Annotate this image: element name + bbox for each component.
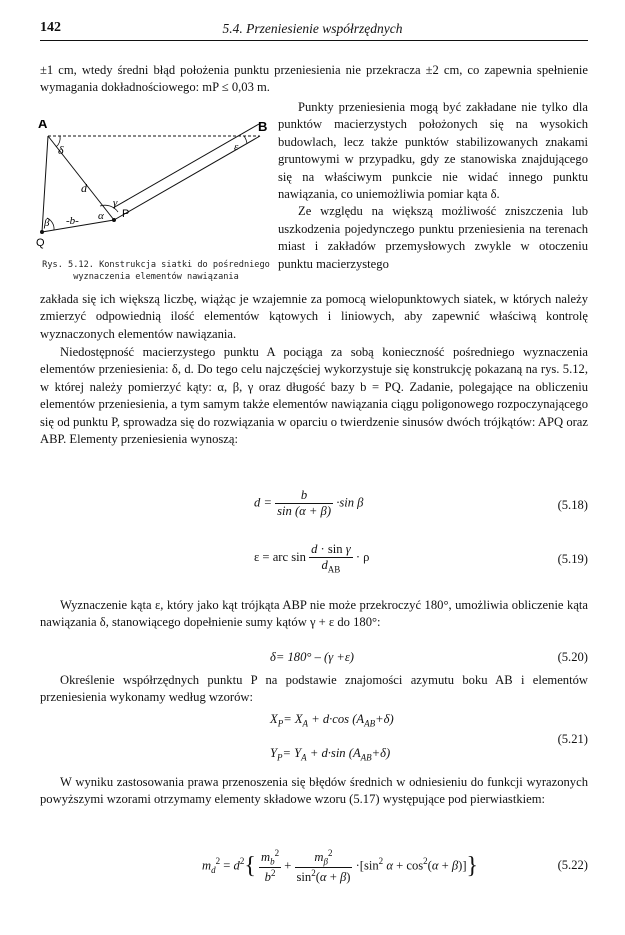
- paragraph-6: Określenie współrzędnych punktu P na podstawie znajomości azymutu boku AB i elementów przeniesienia wykonamy według wzorów:: [40, 673, 588, 705]
- eq-number-5-22: (5.22): [557, 858, 588, 872]
- section-title: 5.4. Przeniesienie współrzędnych: [222, 21, 403, 36]
- equation-5-21: $X_P= X_A + d\cdot\cos$ $(A_{AB}+\delta)$ $Y_P= Y_A + d\cdot\sin$ $(A_{AB}+\delta)$ (5.21): [270, 712, 588, 763]
- equation-5-18: d = $\frac{b}{\sin (\alpha + \beta)}$ ·sin β (5.18): [254, 488, 588, 518]
- paragraph-3-start: Ze względu na większą możliwość zniszczenia lub uszkodzenia pojedynczego punktu przeniesienia na terenach miast i zakładów przemysłowych zwykle w otoczeniu punktu macierzystego: [278, 204, 588, 271]
- paragraph-7: W wyniku zastosowania prawa przenoszenia się błędów średnich w odniesieniu do funkcji wyrazonych powyższymi wzorami otrzymamy elementy składowe wzoru (5.17) występujące pod pierwiastkiem:: [40, 775, 588, 807]
- beta-label: β: [44, 217, 50, 229]
- b-label: -b-: [66, 215, 79, 227]
- point-p-label: P: [122, 208, 130, 220]
- epsilon-label: ε: [234, 141, 239, 153]
- paragraph-1: ±1 cm, wtedy średni błąd położenia punktu przeniesienia nie przekracza ±2 cm, co zapewnia spełnienie wymagania dokładnościowego: mP ≤ 0,03 m.: [40, 63, 588, 95]
- eq-number-5-21: (5.21): [557, 732, 588, 746]
- gamma-label: γ: [113, 197, 118, 209]
- line-pb-aux: [113, 124, 259, 208]
- figure-caption: Rys. 5.12. Konstrukcja siatki do pośredniego wyznaczenia elementów nawiązania: [42, 260, 270, 282]
- header-rule: [40, 40, 588, 41]
- point-b-label: B: [258, 120, 268, 134]
- paragraph-4: Niedostępność macierzystego punktu A pociąga za sobą konieczność pośredniego wyznaczenia elementów przeniesienia: δ, d. Do tego celu najczęściej wykorzystuje się konstrukcję pokazaną na rys. 5.12, w której należy pomierzyć kąty: α, β, γ oraz długość bazy b = PQ. Zadanie, polegające na obliczeniu elementów przeniesienia, a tym samym także elementów nawiązania ciągu poligonowego rozpoczynającego się od punktu P, sprowadza się do rozwiązania w oparciu o twierdzenie sinusów dwóch trójkątów: APQ oraz ABP. Elementy przeniesienia wynoszą:: [40, 345, 588, 447]
- delta-label: δ: [58, 143, 64, 157]
- alpha-label: α: [98, 210, 104, 222]
- paragraph-5: Wyznaczenie kąta ε, który jako kąt trójkąta ABP nie może przekroczyć 180°, umożliwia obliczenie kąta nawiązania δ, stanowiącego dopełnienie sumy kątów γ + ε do 180°:: [40, 598, 588, 630]
- point-q-label: Q: [36, 237, 45, 249]
- paragraph-3-cont: zakłada się ich większą liczbę, wiążąc je wzajemnie za pomocą wielopunktowych siatek, w których należy zmierzyć odpowiednią ilość elementów kątowych i liniowych, aby zapewnić właściwą kontrolę wyznaczonych elementów nawiązania.: [40, 292, 588, 341]
- figure-5-12: [34, 120, 278, 254]
- d-label: d: [81, 181, 87, 195]
- equation-5-22: $m_d^2 = d^2${ $\frac{m_b^2}{b^2}$ + $\frac{m_\beta^2}{\sin^2(\alpha + \beta)}$ $\cdot[\sin^2$ $\alpha + \cos^2(\alpha + \beta)$]} (5.22): [202, 848, 588, 884]
- equation-5-19: ε = arc sin $\frac{\text{d · sin γ}}{d_{AB}}$ · ρ (5.19): [254, 542, 588, 575]
- eq-number-5-19: (5.19): [557, 552, 588, 566]
- point-a-label: A: [38, 120, 48, 131]
- equation-5-20: δ= 180° – (γ +ε) (5.20): [270, 650, 588, 664]
- eq-number-5-20: (5.20): [557, 650, 588, 664]
- eq-number-5-18: (5.18): [557, 498, 588, 512]
- paragraph-2: Punkty przeniesienia mogą być zakładane nie tylko dla punktów macierzystych położonych się na wysokich budowlach, lecz także punktów stabilizowanych znakami gruntowymi w przypadku, gdy ze stanowiska znajdującego się na właściwym punkcie nie widać innego punktu nawiązania, co uniemożliwia pomiar kąta δ. Ze względu na większą możliwość zniszczenia lub uszkodzenia pojedynczego punktu przeniesienia na terenach miast i zakładów przemysłowych zwykle w otoczeniu punktu macierzystego: [278, 99, 588, 273]
- page-number: 142: [40, 20, 61, 35]
